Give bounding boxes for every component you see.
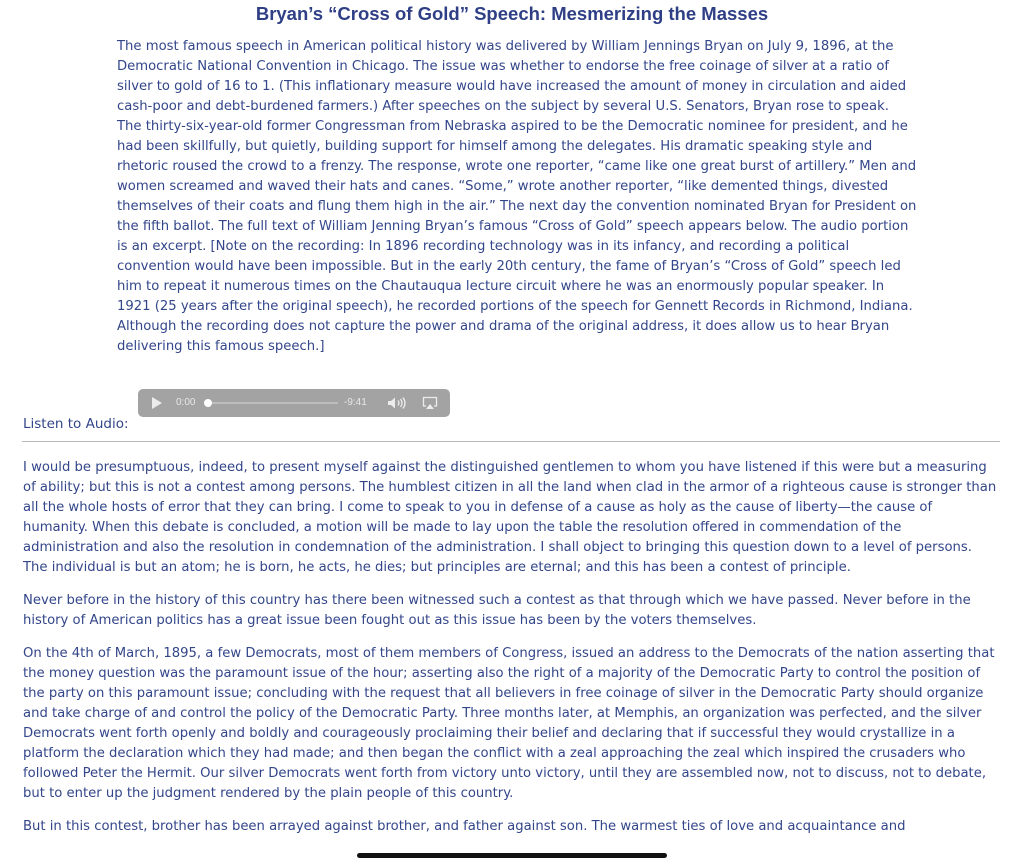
home-indicator[interactable]	[357, 853, 667, 858]
page-title: Bryan’s “Cross of Gold” Speech: Mesmerizing the Masses	[255, 3, 769, 24]
audio-current-time: 0:00	[176, 397, 196, 408]
volume-icon[interactable]	[387, 396, 407, 410]
airplay-icon[interactable]	[422, 396, 438, 410]
section-divider	[22, 441, 1000, 442]
speech-paragraph-4: But in this contest, brother has been arrayed against brother, and father against son. The warmest ties of love and acquaintance and	[23, 819, 906, 834]
audio-remaining-time: -9:41	[344, 397, 367, 408]
speech-paragraph-3: On the 4th of March, 1895, a few Democrats, most of them members of Congress, issued an address to the Democrats of the nation asserting that the money question was the paramount issue of the hour; asserting also the right of a majority of the Democratic Party to control the position of the party on this paramount issue; concluding with the request that all believers in free coinage of silver in the Democratic Party should organize and take charge of and control the policy of the Democratic Party. Three months later, at Memphis, an organization was perfected, and the silver Democrats went forth openly and boldly and courageously proclaiming their belief and declaring that if successful they would crystallize in a platform the declaration which they had made; and then began the conflict with a zeal approaching the zeal which inspired the crusaders who followed Peter the Hermit. Our silver Democrats went forth from victory unto victory, until they are assembled now, not to discuss, not to debate, but to enter up the judgment rendered by the plain people of this country.	[23, 646, 995, 801]
play-icon[interactable]	[152, 397, 162, 409]
intro-section	[117, 37, 917, 357]
speech-paragraph-1: I would be presumptuous, indeed, to present myself against the distinguished gentlemen to whom you have listened if this were but a measuring of ability; but this is not a contest among persons. The humblest citizen in all the land when clad in the armor of a righteous cause is stronger than all the whole hosts of error that they can bring. I come to speak to you in defense of a cause as holy as the cause of liberty—the cause of humanity. When this debate is concluded, a motion will be made to lay upon the table the resolution offered in commendation of the administration and also the resolution in condemnation of the administration. I shall object to bringing this question down to a level of persons. The individual is but an atom; he is born, he acts, he dies; but principles are eternal; and this has been a contest of principle.	[23, 460, 997, 575]
audio-player[interactable]	[138, 389, 450, 417]
listen-to-audio-label: Listen to Audio:	[23, 416, 129, 432]
speech-text	[23, 458, 998, 850]
audio-scrubber-knob[interactable]	[204, 399, 212, 407]
speech-paragraph-2: Never before in the history of this country has there been witnessed such a contest as that through which we have passed. Never before in the history of American politics has a great issue been fought out as this issue has been by the voters themselves.	[23, 593, 971, 628]
intro-paragraph: The most famous speech in American political history was delivered by William Jennings Bryan on July 9, 1896, at the Democratic National Convention in Chicago. The issue was whether to endorse the free coinage of silver at a ratio of silver to gold of 16 to 1. (This inflationary measure would have increased the amount of money in circulation and aided cash-poor and debt-burdened farmers.) After speeches on the subject by several U.S. Senators, Bryan rose to speak. The thirty-six-year-old former Congressman from Nebraska aspired to be the Democratic nominee for president, and he had been skillfully, but quietly, building support for himself among the delegates. His dramatic speaking style and rhetoric roused the crowd to a frenzy. The response, wrote one reporter, “came like one great burst of artillery.” Men and women screamed and waved their hats and canes. “Some,” wrote another reporter, “like demented things, divested themselves of their coats and flung them high in the air.” The next day the convention nominated Bryan for President on the fifth ballot. The full text of William Jenning Bryan’s famous “Cross of Gold” speech appears below. The audio portion is an excerpt. [Note on the recording: In 1896 recording technology was in its infancy, and recording a political convention would have been impossible. But in the early 20th century, the fame of Bryan’s “Cross of Gold” speech led him to repeat it numerous times on the Chautauqua lecture circuit where he was an enormously popular speaker. In 1921 (25 years after the original speech), he recorded portions of the speech for Gennett Records in Richmond, Indiana. Although the recording does not capture the power and drama of the original address, it does allow us to hear Bryan delivering this famous speech.]	[117, 39, 917, 354]
audio-progress-track[interactable]	[208, 402, 338, 404]
